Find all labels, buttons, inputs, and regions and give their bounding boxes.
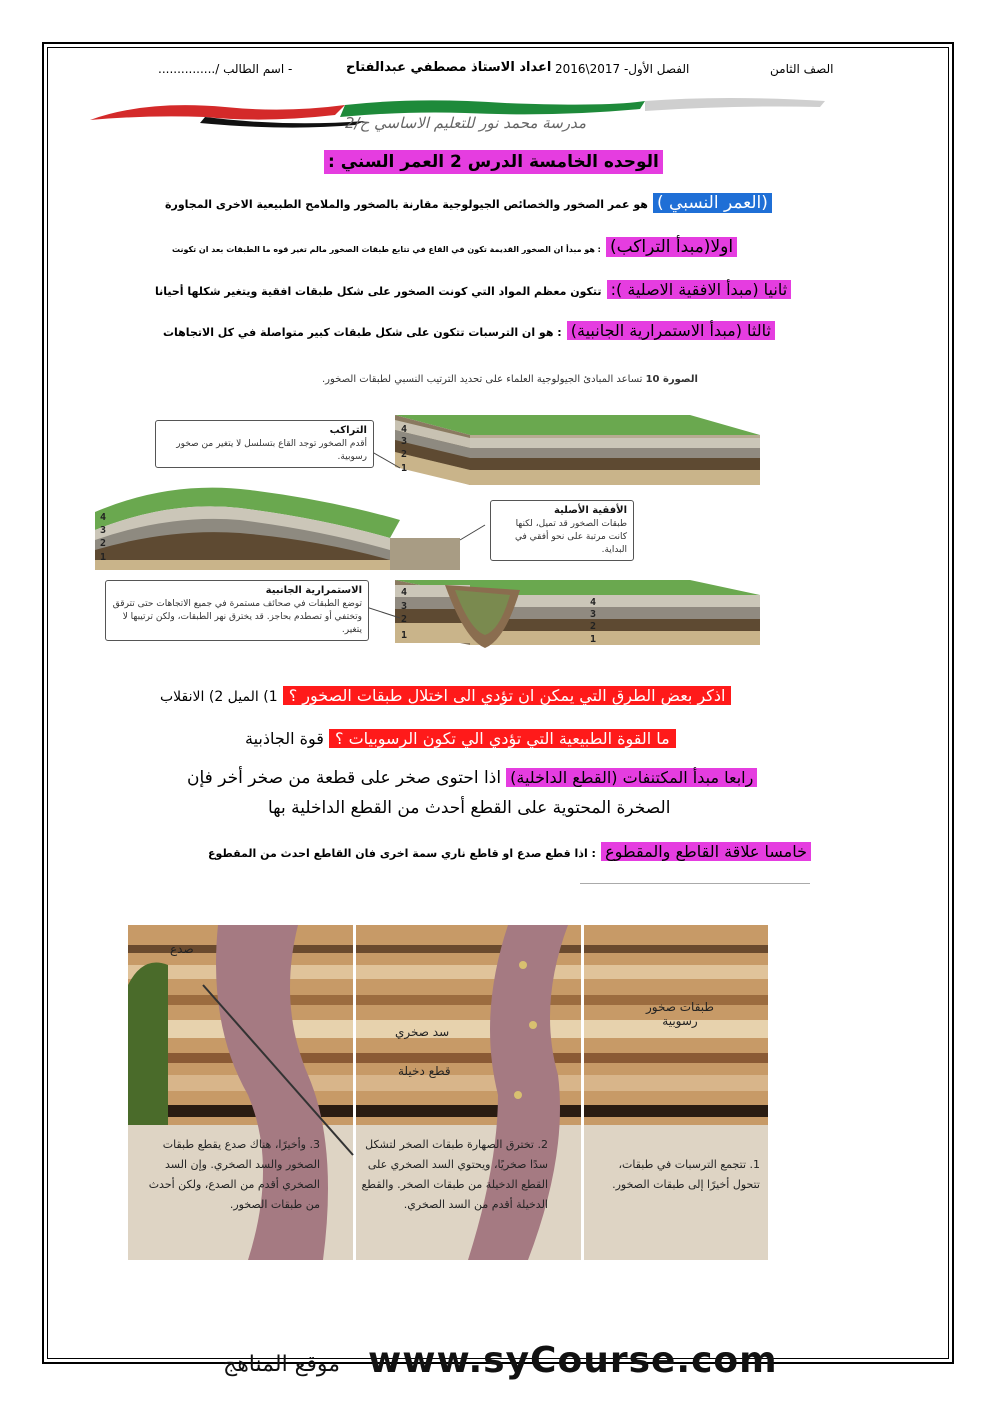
horizontality-def: تتكون معظم المواد التي كونت الصخور على شكل طبقات افقية ويتغير شكلها أحيانا bbox=[155, 285, 602, 298]
author-label: اعداد الاستاذ مصطفي عبدالفتاح bbox=[346, 60, 552, 75]
svg-text:3: 3 bbox=[401, 601, 408, 612]
question2-answer: قوة الجاذبية bbox=[245, 729, 324, 748]
continuity-callout bbox=[105, 580, 369, 641]
cross-cutting-def: : اذا قطع صدع او قاطع ناري سمة اخرى فان القاطع احدث من المقطوع bbox=[208, 847, 596, 860]
relative-age-row bbox=[165, 193, 772, 213]
relative-age-def: هو عمر الصخور والخصائص الجيولوجية مقارنة بالصخور والملامح الطبيعية الاخرى المجاورة bbox=[165, 198, 648, 211]
step1-note: 1. تتجمع الترسبات في طبقات، تتحول أخيرًا إلى طبقات الصخور. bbox=[612, 1158, 760, 1191]
layers-label: طبقات صخور رسوبية bbox=[646, 1000, 714, 1028]
figure1-caption-num: الصورة 10 bbox=[645, 374, 698, 385]
svg-text:1: 1 bbox=[100, 552, 107, 563]
principle-continuity-row bbox=[163, 321, 775, 340]
principle-superposition-row bbox=[172, 237, 737, 257]
question1-row bbox=[160, 686, 731, 705]
superposition-term: اولا(مبدأ التراكب) bbox=[606, 237, 737, 257]
svg-text:3: 3 bbox=[100, 525, 107, 536]
continuity-callout-title: الاستمرارية الجانبية bbox=[265, 585, 362, 596]
term-label: الفصل الأول- 2017\2016 bbox=[555, 62, 690, 76]
superposition-callout bbox=[155, 420, 374, 468]
svg-text:1: 1 bbox=[401, 463, 408, 474]
horizontality-callout bbox=[490, 500, 634, 561]
horizontality-term: ثانيا (مبدأ الافقية الاصلية ): bbox=[607, 280, 792, 299]
inclusions-term: رابعا مبدأ المكتنفات (القطع الداخلية) bbox=[506, 768, 757, 787]
svg-text:1: 1 bbox=[590, 634, 597, 645]
principle-cross-cutting-row bbox=[208, 842, 811, 861]
lesson-title: الوحده الخامسة الدرس 2 العمر السني : bbox=[324, 150, 663, 174]
grade-label: الصف الثامن bbox=[770, 62, 834, 76]
superposition-callout-text: أقدم الصخور توجد القاع بتسلسل لا يتغير من صخور رسوبية. bbox=[176, 439, 367, 462]
continuity-def: : هو ان الترسبات تتكون على شكل طبقات كبير متواصلة في كل الاتجاهات bbox=[163, 326, 562, 339]
question1-answer: 1) الميل 2) الانقلاب bbox=[160, 689, 278, 705]
svg-text:4: 4 bbox=[100, 512, 107, 523]
continuity-block bbox=[360, 580, 760, 648]
dike-label: سد صخري bbox=[395, 1025, 450, 1039]
svg-text:4: 4 bbox=[401, 587, 408, 598]
svg-text:2: 2 bbox=[401, 449, 408, 460]
question2-text: ما القوة الطبيعية التي تؤدي الي تكون الرسوبيات ؟ bbox=[329, 729, 676, 748]
horizontality-block bbox=[95, 488, 485, 570]
svg-text:4: 4 bbox=[590, 597, 597, 608]
inclusions-def-line2: الصخرة المحتوية على القطع أحدث من القطع الداخلية بها bbox=[268, 798, 671, 818]
svg-text:1: 1 bbox=[401, 630, 408, 641]
superposition-callout-title: التراكب bbox=[329, 425, 367, 436]
figure1-caption bbox=[322, 374, 698, 385]
svg-text:3: 3 bbox=[590, 609, 597, 620]
fault-label: صدع bbox=[170, 942, 194, 956]
inclusion-label: قطع دخيلة bbox=[398, 1064, 451, 1078]
cross-cutting-term: خامسا علاقة القاطع والمقطوع bbox=[601, 842, 811, 861]
figure1-caption-text: تساعد المبادئ الجيولوجية العلماء على تحديد الترتيب النسبي لطبقات الصخور. bbox=[322, 374, 643, 385]
footer-site-url[interactable]: www.syCourse.com bbox=[368, 1340, 778, 1381]
question2-row bbox=[245, 729, 676, 748]
svg-text:2: 2 bbox=[401, 614, 408, 625]
svg-text:2: 2 bbox=[100, 538, 107, 549]
relative-age-term: (العمر النسبي ) bbox=[653, 193, 772, 213]
divider-line bbox=[580, 883, 810, 884]
question1-text: اذكر بعض الطرق التي يمكن ان تؤدي الى اختلال طبقات الصخور ؟ bbox=[283, 686, 732, 705]
superposition-def: : هو مبدأ ان الصخور القديمة تكون في القاع في تتابع طبقات الصخور مالم تغير قوه ما الطبقات بعد ان تكونت bbox=[172, 245, 601, 254]
student-name-field: - اسم الطالب /............... bbox=[158, 62, 293, 76]
principle-inclusions-row bbox=[187, 768, 757, 788]
horizontality-callout-title: الأفقية الأصلية bbox=[553, 505, 627, 516]
step2-note: 2. تخترق الصهارة طبقات الصخر لتشكل سدًا صخريًا، ويحتوي السد الصخري على القطع الدخيلة من طبقات الصخر. والقطع الدخيلة أقدم من السد الصخري. bbox=[361, 1138, 548, 1211]
horizontality-callout-text: طبقات الصخور قد تميل، لكنها كانت مرتبة على نحو أفقي في البداية. bbox=[515, 519, 627, 555]
svg-text:4: 4 bbox=[401, 424, 408, 435]
svg-text:3: 3 bbox=[401, 436, 408, 447]
inclusions-def-line1: اذا احتوى صخر على قطعة من صخر أخر فإن bbox=[187, 768, 502, 788]
step3-note: 3. وأخيرًا، هناك صدع يقطع طبقات الصخور والسد الصخري. وإن السد الصخري أقدم من الصدع، ولكن أحدث من طبقات الصخور. bbox=[148, 1138, 320, 1211]
principle-horizontality-row bbox=[155, 280, 791, 299]
footer-site-arabic: موقع المناهج bbox=[223, 1352, 341, 1377]
superposition-block bbox=[360, 415, 760, 485]
continuity-callout-text: توضع الطبقات في صحائف مستمرة في جميع الاتجاهات حتى تترقق وتختفي أو تصطدم بحاجز. قد يخترق نهر الطبقات، ولكن ترتيبها لا يتغير. bbox=[112, 599, 362, 635]
school-name: مدرسة محمد نور للتعليم الاساسي ح/2 bbox=[345, 114, 587, 132]
continuity-term: ثالثا (مبدأ الاستمرارية الجانبية) bbox=[567, 321, 775, 340]
svg-text:2: 2 bbox=[590, 621, 597, 632]
